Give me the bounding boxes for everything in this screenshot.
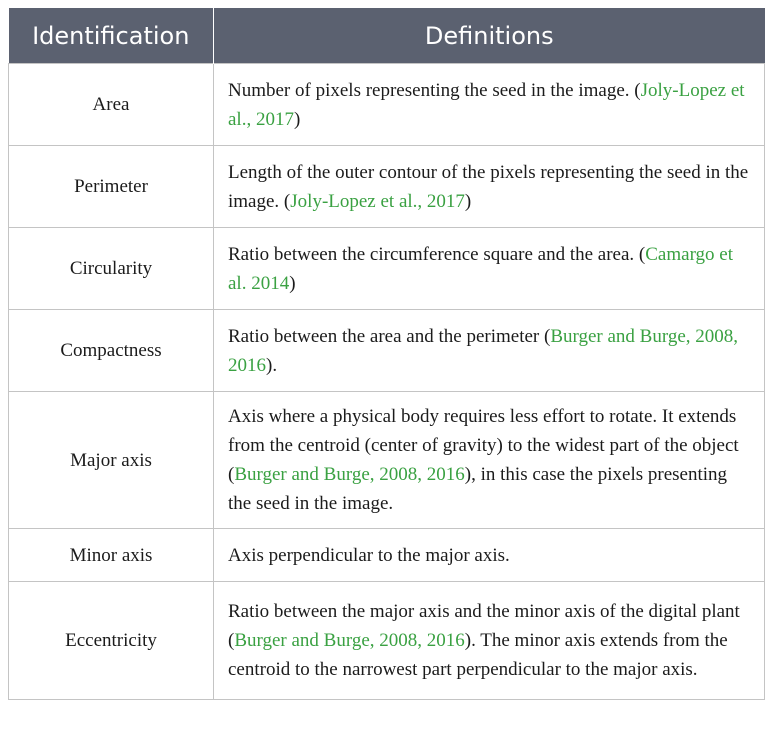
definition-cell xyxy=(214,228,765,310)
table-row xyxy=(9,582,765,700)
citation-link[interactable]: Burger and Burge, 2008, 2016 xyxy=(234,464,465,485)
table-row xyxy=(9,146,765,228)
header-identification: Identification xyxy=(9,8,214,64)
definition-cell xyxy=(214,392,765,529)
identification-cell: Minor axis xyxy=(9,529,214,582)
table-row xyxy=(9,529,765,582)
table-row xyxy=(9,64,765,146)
definition-text: ( xyxy=(634,79,641,101)
definitions-table xyxy=(8,8,765,700)
definition-cell xyxy=(214,64,765,146)
definition-text: Axis where a physical body requires less effort to rotate. It extends from the centroid (center of gravity) to the widest part of the object ( xyxy=(228,406,739,485)
identification-cell: Eccentricity xyxy=(9,582,214,700)
citation-link[interactable]: Camargo et al. 2014 xyxy=(228,243,734,294)
header-definitions: Definitions xyxy=(214,8,765,64)
definition-text: Ratio between the circumference square and the area. ( xyxy=(228,243,646,265)
definition-text: Ratio between the area and the perimeter ( xyxy=(228,325,551,347)
identification-cell: Circularity xyxy=(9,228,214,310)
definition-text: Number of pixels representing the seed in the image. xyxy=(228,79,635,101)
table-row xyxy=(9,310,765,392)
identification-cell: Major axis xyxy=(9,392,214,529)
definition-text: ) xyxy=(293,108,301,130)
definition-text: ) xyxy=(289,272,296,294)
identification-cell: Compactness xyxy=(9,310,214,392)
definition-cell xyxy=(214,582,765,700)
definition-cell xyxy=(214,529,765,582)
identification-cell: Perimeter xyxy=(9,146,214,228)
table-row xyxy=(9,392,765,529)
definition-text: ) xyxy=(464,190,472,212)
definition-text: Ratio between the major axis and the minor axis of the digital plant ( xyxy=(228,601,740,651)
definition-text: ), in this case the pixels presenting the seed in the image. xyxy=(228,464,728,514)
definition-cell xyxy=(214,146,765,228)
definition-cell xyxy=(214,310,765,392)
definition-text: ). The minor axis extends from the centroid to the narrowest part perpendicular to the major axis. xyxy=(228,630,728,680)
table-row xyxy=(9,228,765,310)
identification-cell: Area xyxy=(9,64,214,146)
header-row xyxy=(9,8,765,64)
definition-text: Axis perpendicular to the major axis. xyxy=(228,544,510,566)
citation-link[interactable]: Joly-Lopez et al., 2017 xyxy=(228,79,745,130)
citation-link[interactable]: Burger and Burge, 2008, 2016 xyxy=(228,325,739,376)
citation-link[interactable]: Burger and Burge, 2008, 2016 xyxy=(234,630,465,651)
citation-link[interactable]: Joly-Lopez et al., 2017 xyxy=(290,190,465,212)
definition-text: Length of the outer contour of the pixels representing the seed in the image. ( xyxy=(228,161,749,212)
definition-text: ). xyxy=(266,354,278,376)
